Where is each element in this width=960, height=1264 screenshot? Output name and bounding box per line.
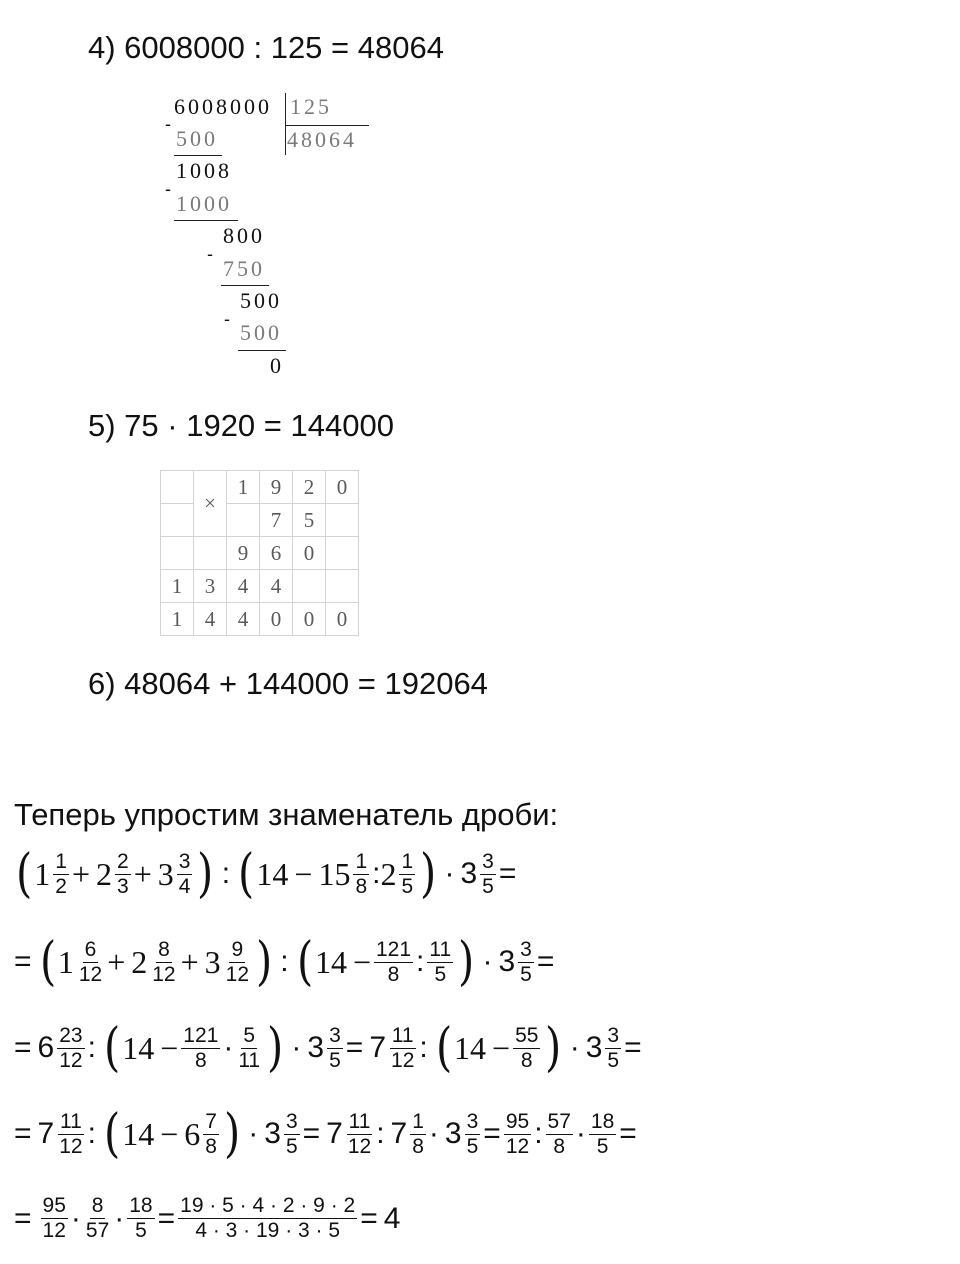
- fraction: $\frac{11}{5}$: [429, 937, 452, 986]
- number: 7: [37, 1117, 55, 1150]
- division-subtrahend-2: 1000: [176, 191, 232, 216]
- fraction: $\frac{7}{8}$: [205, 1109, 217, 1158]
- fraction: $\frac{11}{12}$: [347, 1109, 372, 1158]
- division-line-2: [174, 220, 238, 221]
- right-paren: ): [197, 844, 214, 904]
- equals-sign: =: [498, 857, 517, 890]
- dot: ·: [223, 1031, 234, 1064]
- grid-cell: 7: [260, 504, 293, 537]
- number: 14: [122, 1115, 155, 1152]
- fraction: $\frac{3}{5}$: [285, 1109, 298, 1158]
- grid-cell: [161, 537, 194, 570]
- fraction: $\frac{6}{12}$: [78, 937, 103, 986]
- number: 1: [34, 855, 51, 892]
- right-paren: ): [267, 1018, 284, 1078]
- division-final-remainder: 0: [270, 353, 284, 378]
- fraction: $\frac{9}{12}$: [225, 937, 249, 986]
- grid-cell: [326, 537, 359, 570]
- grid-cell: 4: [194, 603, 227, 636]
- plus-sign: +: [133, 855, 152, 892]
- equals-sign: =: [302, 1117, 321, 1150]
- minus-sign: −: [160, 1115, 179, 1152]
- left-paren: (: [238, 844, 255, 904]
- division-line-3: [221, 285, 269, 286]
- colon: :: [372, 857, 381, 890]
- number: 3: [460, 857, 478, 890]
- fraction: $\frac{3}{5}$: [482, 849, 494, 898]
- grid-cell: 4: [227, 570, 260, 603]
- grid-cell: 0: [293, 603, 326, 636]
- colon: :: [280, 945, 289, 978]
- right-paren: ): [458, 932, 475, 992]
- colon: :: [87, 1031, 96, 1064]
- grid-row: [161, 570, 359, 603]
- fraction: $\frac{23}{12}$: [59, 1023, 83, 1072]
- division-dividend: 6008000: [174, 94, 272, 119]
- grid-cell: 1: [161, 570, 194, 603]
- number: 14: [314, 943, 347, 980]
- fraction: $\frac{95}{12}$: [505, 1109, 530, 1158]
- math-line-2: [14, 932, 555, 992]
- division-line-1: [174, 155, 222, 156]
- dot: ·: [482, 945, 493, 978]
- grid-cell: 0: [326, 603, 359, 636]
- division-divider-vertical: [285, 93, 286, 155]
- grid-row: [161, 603, 359, 636]
- step-6-equation: 6) 48064 + 144000 = 192064: [88, 666, 488, 701]
- fraction: $\frac{1}{2}$: [55, 849, 67, 898]
- division-remainder-3: 500: [240, 288, 282, 313]
- grid-cell: [227, 504, 260, 537]
- number: 14: [256, 855, 289, 892]
- plus-sign: +: [180, 943, 199, 980]
- number: 3: [157, 855, 174, 892]
- fraction: $\frac{3}{5}$: [329, 1023, 341, 1072]
- fraction: $\frac{3}{4}$: [178, 849, 191, 898]
- number: 2: [380, 855, 397, 892]
- grid-cell: 3: [194, 570, 227, 603]
- plus-sign: +: [71, 855, 91, 892]
- colon: :: [376, 1117, 385, 1150]
- number: 3: [498, 945, 516, 978]
- math-line-4: [14, 1104, 637, 1164]
- fraction: $\frac{19 \cdot 5 \cdot 4 \cdot 2 \cdot 9 \cdot 2}{4 \cdot 3 \cdot 19 \cdot 3 \cdot 5}$: [180, 1194, 356, 1242]
- left-paren: (: [435, 1018, 452, 1078]
- fraction: $\frac{5}{11}$: [238, 1023, 261, 1072]
- grid-cell: 9: [260, 471, 293, 504]
- fraction: $\frac{18}{5}$: [590, 1109, 615, 1158]
- division-subtrahend-3: 750: [223, 256, 265, 281]
- number: 3: [204, 943, 221, 980]
- multiplication-grid: [160, 470, 359, 636]
- number: 6: [184, 1115, 201, 1152]
- plus-sign: +: [107, 943, 126, 980]
- grid-cell: 9: [227, 537, 260, 570]
- number: 14: [454, 1029, 487, 1066]
- number: 6: [37, 1031, 55, 1064]
- right-paren: ): [420, 844, 437, 904]
- fraction: $\frac{95}{12}$: [42, 1194, 66, 1242]
- grid-cell: [293, 570, 326, 603]
- grid-cell: 2: [293, 471, 326, 504]
- fraction: $\frac{3}{5}$: [466, 1109, 479, 1158]
- grid-cell: [161, 471, 194, 504]
- grid-cell: 1: [227, 471, 260, 504]
- grid-cell: [161, 504, 194, 537]
- colon: :: [419, 1031, 428, 1064]
- equals-sign: =: [14, 1117, 32, 1150]
- grid-cell: 4: [227, 603, 260, 636]
- division-remainder-2: 800: [223, 223, 265, 248]
- number: 2: [131, 943, 148, 980]
- number: 3: [585, 1031, 603, 1064]
- equals-sign: =: [14, 1201, 32, 1235]
- grid-row: [161, 504, 359, 537]
- equals-sign: =: [483, 1117, 501, 1150]
- equals-sign: =: [14, 1031, 32, 1064]
- minus-sign: −: [352, 943, 371, 980]
- fraction: $\frac{8}{12}$: [152, 937, 176, 986]
- division-remainder-1: 1008: [176, 158, 232, 183]
- fraction: $\frac{1}{8}$: [355, 849, 368, 898]
- right-paren: ): [545, 1018, 562, 1078]
- minus-sign: −: [294, 855, 313, 892]
- grid-cell: 6: [260, 537, 293, 570]
- number: 1: [57, 943, 74, 980]
- equals-sign: =: [619, 1117, 637, 1150]
- step-4-equation: 4) 6008000 : 125 = 48064: [88, 30, 444, 65]
- number: 14: [122, 1029, 155, 1066]
- dot: ·: [291, 1031, 302, 1064]
- grid-cell: 0: [260, 603, 293, 636]
- dot: ·: [248, 1117, 259, 1150]
- grid-cell: 5: [293, 504, 326, 537]
- division-subtrahend-4: 500: [240, 320, 282, 345]
- grid-cell: [194, 537, 227, 570]
- dot: ·: [575, 1117, 586, 1150]
- minus-sign: -: [165, 114, 171, 134]
- equals-sign: =: [536, 945, 555, 978]
- equals-sign: =: [360, 1201, 378, 1235]
- dot: ·: [428, 1117, 439, 1150]
- left-paren: (: [103, 1018, 121, 1078]
- left-paren: (: [16, 844, 33, 904]
- right-paren: ): [256, 932, 273, 992]
- left-paren: (: [296, 932, 313, 992]
- minus-sign: -: [207, 244, 213, 264]
- division-subtrahend-1: 500: [176, 126, 218, 151]
- dot: ·: [444, 857, 455, 890]
- number: 3: [264, 1117, 281, 1150]
- fraction: $\frac{1}{5}$: [401, 849, 414, 898]
- dot: ·: [114, 1201, 125, 1235]
- grid-cell: [326, 570, 359, 603]
- minus-sign: -: [165, 179, 171, 199]
- fraction: $\frac{3}{5}$: [607, 1023, 620, 1072]
- fraction: $\frac{1}{8}$: [412, 1109, 424, 1158]
- grid-row: [161, 471, 359, 504]
- division-quotient-line: [285, 125, 369, 126]
- number: 7: [326, 1117, 343, 1150]
- division-quotient: 48064: [287, 127, 357, 152]
- equals-sign: =: [345, 1031, 364, 1064]
- fraction: $\frac{3}{5}$: [520, 937, 532, 986]
- fraction: $\frac{57}{8}$: [547, 1109, 571, 1158]
- number: 7: [369, 1031, 387, 1064]
- division-divisor: 125: [290, 94, 332, 119]
- grid-cell: 1: [161, 603, 194, 636]
- minus-sign: −: [492, 1029, 511, 1066]
- colon: :: [416, 945, 425, 978]
- colon: :: [221, 857, 231, 890]
- minus-sign: −: [160, 1029, 179, 1066]
- number: 7: [390, 1117, 408, 1150]
- left-paren: (: [103, 1104, 121, 1164]
- step-5-equation: 5) 75 · 1920 = 144000: [88, 408, 394, 443]
- fraction: $\frac{11}{12}$: [391, 1023, 415, 1072]
- fraction: $\frac{11}{12}$: [59, 1109, 83, 1158]
- grid-cell: 0: [293, 537, 326, 570]
- fraction: $\frac{8}{57}$: [85, 1194, 110, 1242]
- equals-sign: =: [624, 1031, 642, 1064]
- fraction: $\frac{2}{3}$: [117, 849, 129, 898]
- grid-cell: 4: [260, 570, 293, 603]
- fraction: $\frac{121}{8}$: [375, 937, 412, 986]
- fraction: $\frac{55}{8}$: [515, 1023, 539, 1072]
- math-line-3: [14, 1018, 642, 1078]
- colon: :: [87, 1117, 96, 1150]
- equals-sign: =: [157, 1201, 176, 1235]
- division-line-4: [238, 350, 286, 351]
- fraction: $\frac{18}{5}$: [129, 1194, 153, 1242]
- grid-row: [161, 537, 359, 570]
- result-number: 4: [383, 1201, 401, 1235]
- math-line-5: [14, 1194, 400, 1243]
- minus-sign: -: [224, 309, 230, 329]
- section-heading: Теперь упростим знаменатель дроби:: [14, 797, 559, 832]
- grid-cell: 0: [326, 471, 359, 504]
- math-line-1: [14, 844, 517, 904]
- colon: :: [534, 1117, 543, 1150]
- dot: ·: [70, 1201, 81, 1235]
- multiply-sign: ×: [194, 471, 227, 537]
- number: 15: [318, 855, 351, 892]
- dot: ·: [569, 1031, 580, 1064]
- left-paren: (: [39, 932, 56, 992]
- fraction: $\frac{121}{8}$: [183, 1023, 219, 1072]
- right-paren: ): [223, 1104, 241, 1164]
- equals-sign: =: [14, 945, 32, 978]
- number: 3: [444, 1117, 462, 1150]
- number: 2: [96, 855, 113, 892]
- number: 3: [307, 1031, 325, 1064]
- grid-cell: [326, 504, 359, 537]
